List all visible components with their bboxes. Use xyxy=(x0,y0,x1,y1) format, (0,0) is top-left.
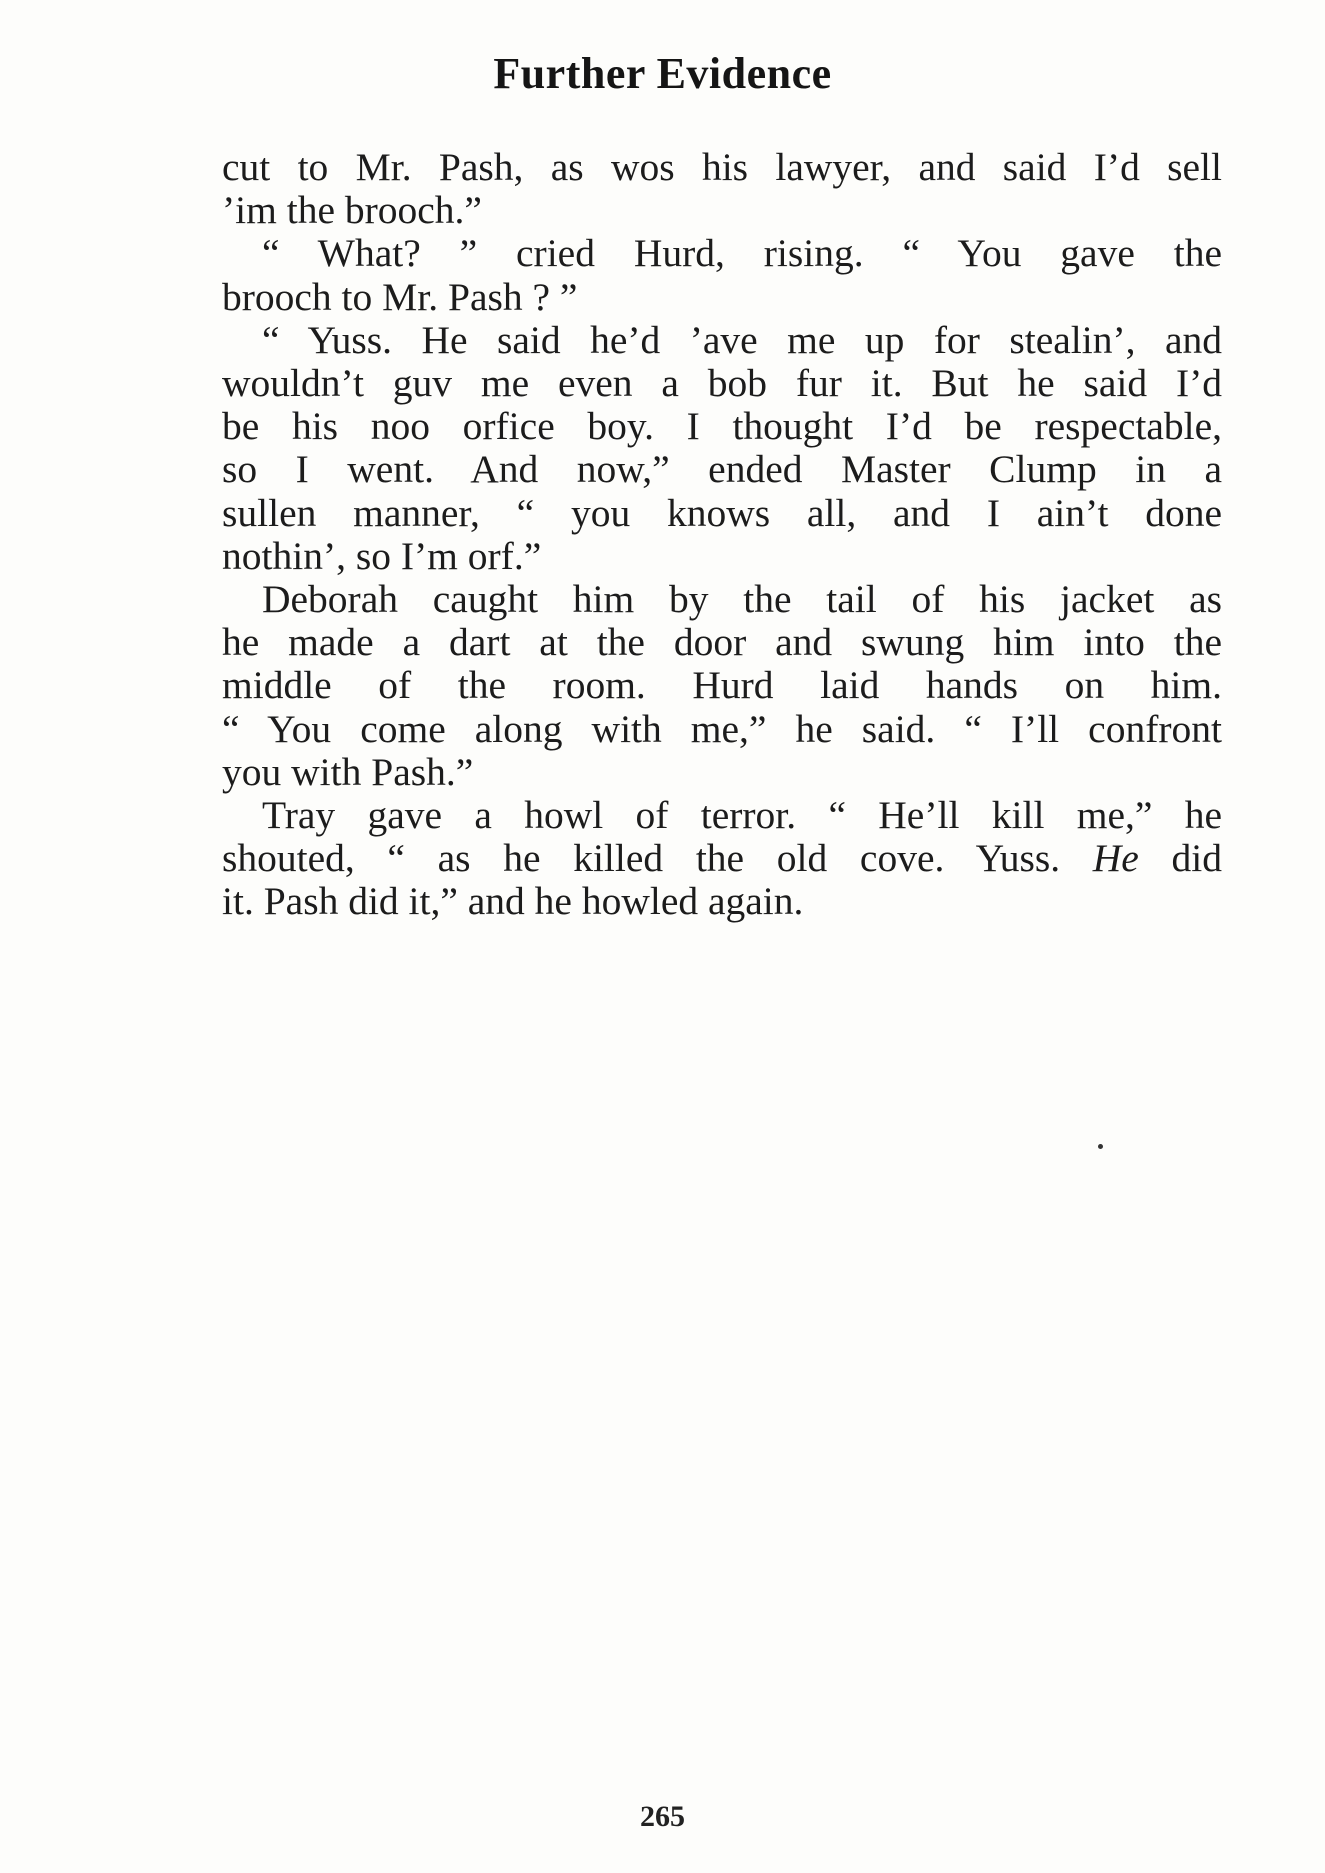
body-text xyxy=(222,146,1222,924)
ink-speck xyxy=(1098,1144,1103,1149)
text-line: ’im the brooch.” xyxy=(222,188,482,233)
italic-emphasis: He xyxy=(1092,836,1139,881)
text-line: be his noo orfice boy. I thought I’d be respectable, xyxy=(222,404,1222,449)
page-number: 265 xyxy=(640,1800,685,1833)
text-line: he made a dart at the door and swung him into the xyxy=(222,620,1222,665)
text-line: so I went. And now,” ended Master Clump in a xyxy=(222,447,1222,492)
text-line: it. Pash did it,” and he howled again. xyxy=(222,879,804,924)
text-line: nothin’, so I’m orf.” xyxy=(222,533,542,578)
text-line: middle of the room. Hurd laid hands on him. xyxy=(222,663,1222,708)
text-line xyxy=(222,837,1222,880)
text-fragment: shouted, “ as he killed the old cove. Yuss. xyxy=(222,836,1093,881)
text-line: brooch to Mr. Pash ? ” xyxy=(222,274,578,319)
running-head: Further Evidence xyxy=(493,49,832,98)
text-line: cut to Mr. Pash, as wos his lawyer, and said I’d sell xyxy=(222,145,1222,189)
text-line: Tray gave a howl of terror. “ He’ll kill me,” he xyxy=(262,793,1222,838)
text-line: “ You come along with me,” he said. “ I’ll confront xyxy=(222,706,1222,751)
text-line: “ Yuss. He said he’d ’ave me up for stealin’, and xyxy=(262,317,1222,362)
text-line: you with Pash.” xyxy=(222,749,474,794)
text-line: wouldn’t guv me even a bob fur it. But he said I’d xyxy=(222,361,1222,406)
text-line: “ What? ” cried Hurd, rising. “ You gave the xyxy=(262,231,1222,276)
text-fragment: did xyxy=(1138,836,1222,881)
text-line: Deborah caught him by the tail of his jacket as xyxy=(262,577,1222,622)
text-line: sullen manner, “ you knows all, and I ain’t done xyxy=(222,490,1222,535)
